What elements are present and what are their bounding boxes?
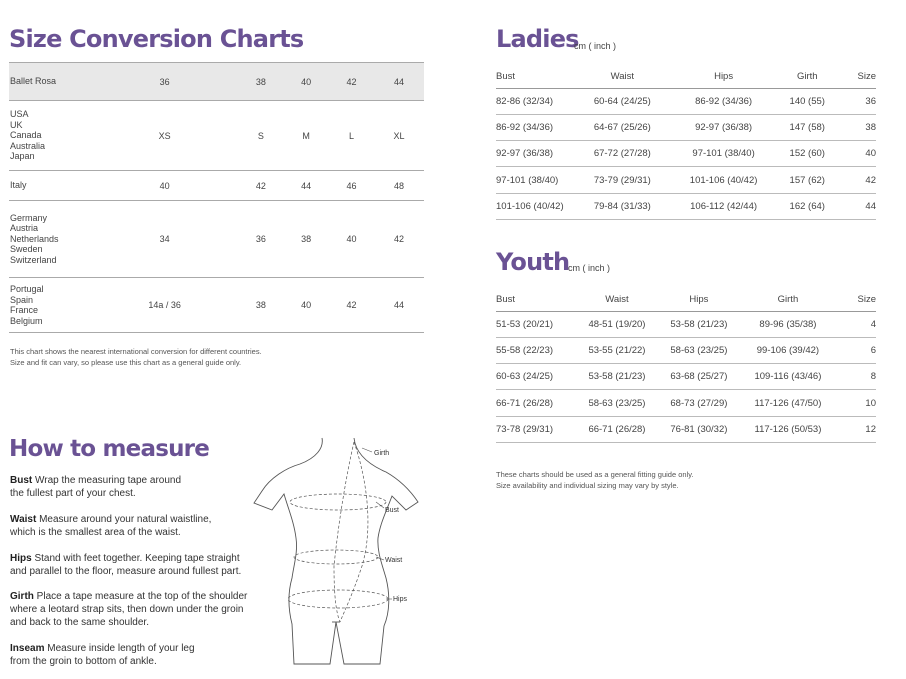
conversion-row (9, 101, 424, 171)
table-row (496, 114, 876, 140)
table-cell: 101-106 (40/42) (669, 167, 779, 193)
size-cell: 46 (329, 171, 374, 201)
country-list (9, 101, 91, 171)
figure-label-waist: Waist (385, 557, 403, 564)
table-cell: 109-116 (43/46) (740, 364, 836, 390)
size-cell: 14a / 36 (91, 278, 238, 333)
size-cell: S (238, 101, 283, 171)
figure-label-bust: Bust (385, 507, 400, 514)
table-cell: 162 (64) (779, 193, 837, 219)
country-name: Austria (10, 223, 39, 234)
table-cell: 55-58 (22/23) (496, 337, 576, 363)
table-row (496, 337, 876, 363)
conversion-title: Size Conversion Charts (9, 25, 304, 53)
table-cell: 106-112 (42/44) (669, 193, 779, 219)
size-cell: 38 (238, 63, 283, 101)
size-cell: 42 (374, 201, 424, 278)
ladies-title: Ladies (496, 25, 579, 53)
table-cell: 60-64 (24/25) (576, 88, 669, 114)
table-cell: 82-86 (32/34) (496, 88, 576, 114)
measure-text: Measure around your natural waistline, (39, 514, 212, 525)
column-header: Girth (779, 64, 837, 88)
country-name: UK (10, 119, 23, 130)
youth-unit: cm ( inch ) (568, 263, 611, 273)
table-cell: 58-63 (23/25) (576, 390, 658, 416)
column-header: Bust (496, 287, 576, 311)
conversion-header-row (9, 63, 424, 101)
column-header: Girth (740, 287, 836, 311)
ladies-header-row (496, 64, 876, 88)
size-cell: 40 (91, 171, 238, 201)
table-row (496, 364, 876, 390)
size-cell: XS (91, 101, 238, 171)
conversion-row (9, 171, 424, 201)
measure-text: Wrap the measuring tape around (35, 475, 182, 486)
size-cell: 42 (329, 63, 374, 101)
country-name: Sweden (10, 244, 43, 255)
table-cell: 147 (58) (779, 114, 837, 140)
table-cell: 92-97 (36/38) (669, 114, 779, 140)
note-line: These charts should be used as a general fitting guide only. (496, 470, 694, 479)
table-cell: 140 (55) (779, 88, 837, 114)
size-cell: L (329, 101, 374, 171)
figure-label-girth: Girth (374, 450, 390, 457)
table-cell: 66-71 (26/28) (576, 416, 658, 442)
country-name: USA (10, 109, 29, 120)
table-cell: 76-81 (30/32) (658, 416, 740, 442)
size-cell: 44 (374, 278, 424, 333)
table-cell: 60-63 (24/25) (496, 364, 576, 390)
table-cell: 157 (62) (779, 167, 837, 193)
measure-item-waist (10, 513, 270, 539)
table-cell: 12 (836, 416, 876, 442)
column-header: Size (836, 64, 876, 88)
size-cell: 44 (284, 171, 329, 201)
table-cell: 64-67 (25/26) (576, 114, 669, 140)
table-cell: 10 (836, 390, 876, 416)
size-cell: 34 (91, 201, 238, 278)
measure-text: Place a tape measure at the top of the shoulder (36, 591, 248, 602)
table-cell: 89-96 (35/38) (740, 311, 836, 337)
table-cell: 73-79 (29/31) (576, 167, 669, 193)
note-line: Size availability and individual sizing may vary by style. (496, 480, 679, 490)
table-row (496, 141, 876, 167)
table-cell: 58-63 (23/25) (658, 337, 740, 363)
measure-text: the fullest part of your chest. (10, 488, 136, 499)
column-header: Hips (658, 287, 740, 311)
table-cell: 152 (60) (779, 141, 837, 167)
table-row (496, 311, 876, 337)
country-name: Germany (10, 212, 48, 223)
table-cell: 79-84 (31/33) (576, 193, 669, 219)
table-cell: 51-53 (20/21) (496, 311, 576, 337)
column-header: Bust (496, 64, 576, 88)
table-cell: 117-126 (47/50) (740, 390, 836, 416)
measure-term: Bust (10, 475, 33, 486)
table-cell: 92-97 (36/38) (496, 141, 576, 167)
measure-item-hips (10, 552, 270, 578)
table-cell: 53-58 (21/23) (576, 364, 658, 390)
country-name: Spain (10, 294, 34, 305)
column-header: Waist (576, 287, 658, 311)
measure-text: and parallel to the floor, measure around fullest part. (10, 566, 242, 577)
measure-text: and back to the same shoulder. (10, 617, 149, 628)
size-cell: 40 (284, 278, 329, 333)
size-cell: 48 (374, 171, 424, 201)
size-cell: 44 (374, 63, 424, 101)
table-cell: 48-51 (19/20) (576, 311, 658, 337)
column-header: Size (836, 287, 876, 311)
measure-text: which is the smallest area of the waist. (10, 527, 181, 538)
country-name: Portugal (10, 284, 44, 294)
table-cell: 101-106 (40/42) (496, 193, 576, 219)
measure-item-inseam (10, 642, 270, 668)
ladies-table (496, 64, 876, 220)
size-cell: 42 (329, 278, 374, 333)
conversion-row (9, 278, 424, 333)
country-name: Switzerland (10, 254, 57, 265)
measure-text: from the groin to bottom of ankle. (10, 656, 157, 667)
country-name: Australia (10, 140, 46, 151)
table-row (496, 390, 876, 416)
youth-note (496, 470, 694, 491)
table-row (496, 167, 876, 193)
ladies-unit: cm ( inch ) (574, 41, 617, 51)
table-cell: 38 (836, 114, 876, 140)
table-cell: 8 (836, 364, 876, 390)
size-cell: M (284, 101, 329, 171)
note-line: Size and fit can vary, so please use this chart as a general guide only. (10, 357, 242, 367)
conversion-row (9, 201, 424, 278)
measure-term: Inseam (10, 643, 45, 654)
size-cell: 42 (238, 171, 283, 201)
measure-text: where a leotard strap sits, then down under the groin (10, 604, 244, 615)
size-cell: 40 (329, 201, 374, 278)
measure-text: Stand with feet together. Keeping tape straight (34, 553, 240, 564)
measure-item-bust (10, 474, 270, 500)
country-name: Italy (10, 180, 27, 191)
table-row (496, 88, 876, 114)
table-cell: 40 (836, 141, 876, 167)
measure-term: Hips (10, 553, 32, 564)
country-list (9, 201, 91, 278)
country-list (9, 278, 91, 333)
table-cell: 86-92 (34/36) (496, 114, 576, 140)
body-figure-illustration (250, 436, 420, 668)
table-cell: 4 (836, 311, 876, 337)
column-header: Hips (669, 64, 779, 88)
youth-header-row (496, 287, 876, 311)
table-cell: 42 (836, 167, 876, 193)
table-row (496, 193, 876, 219)
table-cell: 67-72 (27/28) (576, 141, 669, 167)
table-cell: 36 (836, 88, 876, 114)
figure-label-hips: Hips (393, 596, 408, 603)
country-name: Japan (10, 151, 35, 162)
table-row (496, 416, 876, 442)
size-cell: 36 (238, 201, 283, 278)
measure-term: Waist (10, 514, 37, 525)
size-cell: 38 (284, 201, 329, 278)
country-name: France (10, 305, 39, 315)
size-cell: XL (374, 101, 424, 171)
table-cell: 97-101 (38/40) (669, 141, 779, 167)
table-cell: 44 (836, 193, 876, 219)
country-name: Canada (10, 130, 42, 141)
measure-title: How to measure (9, 436, 210, 462)
country-list (9, 171, 91, 201)
table-cell: 53-58 (21/23) (658, 311, 740, 337)
brand-label: Ballet Rosa (9, 63, 91, 101)
table-cell: 6 (836, 337, 876, 363)
size-cell: 38 (238, 278, 283, 333)
measure-item-girth (10, 590, 270, 629)
note-line: This chart shows the nearest international conversion for different countries. (10, 347, 262, 356)
table-cell: 97-101 (38/40) (496, 167, 576, 193)
table-cell: 99-106 (39/42) (740, 337, 836, 363)
size-cell: 36 (91, 63, 238, 101)
table-cell: 117-126 (50/53) (740, 416, 836, 442)
size-cell: 40 (284, 63, 329, 101)
column-header: Waist (576, 64, 669, 88)
measure-term: Girth (10, 591, 34, 602)
table-cell: 53-55 (21/22) (576, 337, 658, 363)
youth-table (496, 287, 876, 443)
table-cell: 66-71 (26/28) (496, 390, 576, 416)
country-name: Belgium (10, 315, 43, 326)
conversion-table (9, 62, 424, 333)
youth-title: Youth (496, 248, 570, 276)
measure-text: Measure inside length of your leg (47, 643, 195, 654)
country-name: Netherlands (10, 233, 59, 244)
table-cell: 86-92 (34/36) (669, 88, 779, 114)
table-cell: 68-73 (27/29) (658, 390, 740, 416)
table-cell: 73-78 (29/31) (496, 416, 576, 442)
table-cell: 63-68 (25/27) (658, 364, 740, 390)
conversion-note (10, 347, 262, 368)
